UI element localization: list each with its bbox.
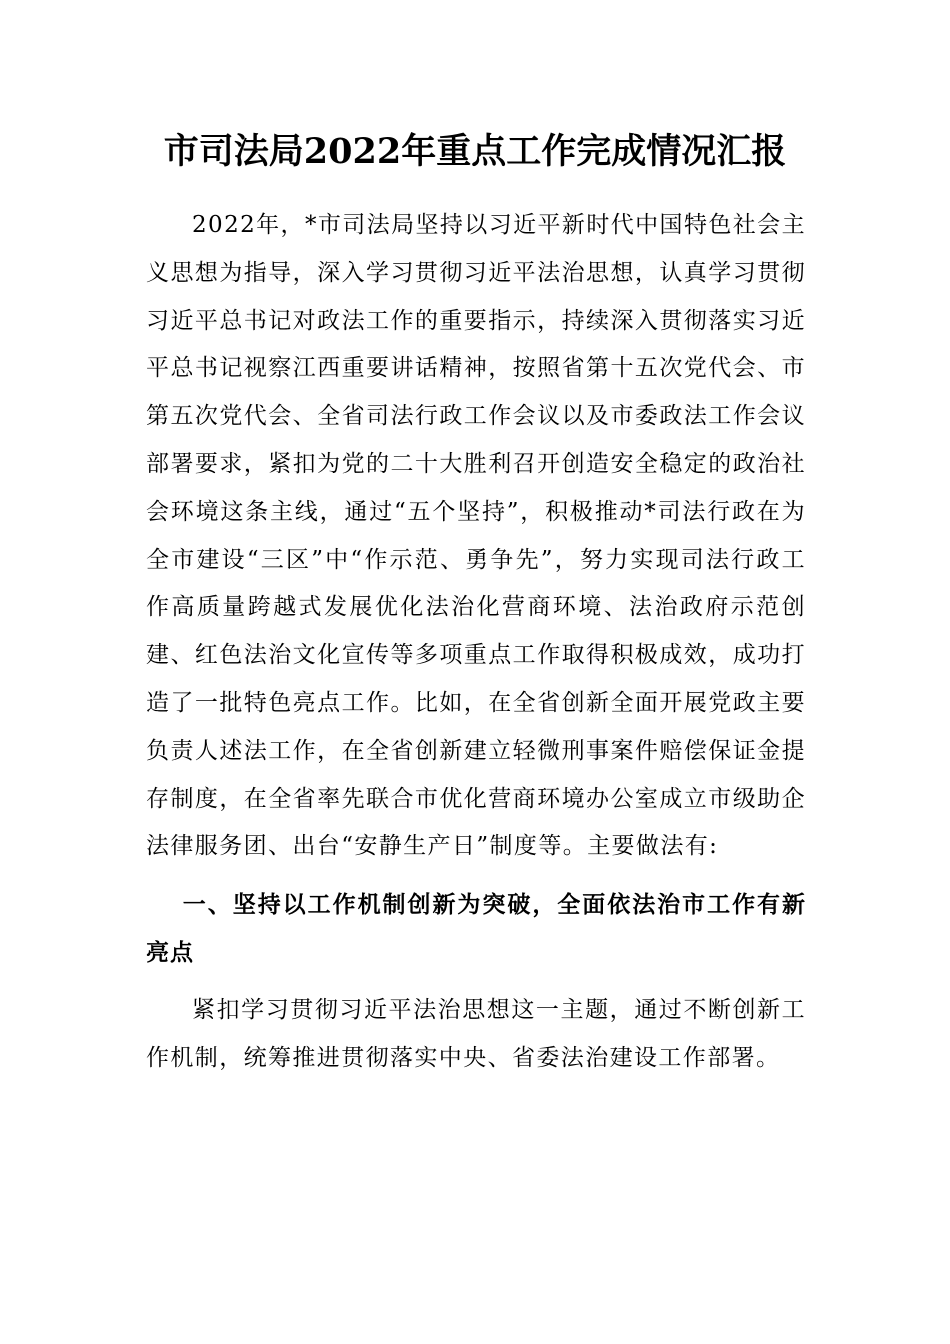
document-body: [146, 202, 806, 1083]
section-1-paragraph: 紧扣学习贯彻习近平法治思想这一主题，通过不断创新工作机制，统筹推进贯彻落实中央、省委法治建设工作部署。: [146, 997, 806, 1071]
section-heading-1: 一、坚持以工作机制创新为突破，全面依法治市工作有新亮点: [146, 892, 806, 967]
document-title: 市司法局2022年重点工作完成情况汇报: [163, 131, 787, 172]
intro-paragraph: 2022年，*市司法局坚持以习近平新时代中国特色社会主义思想为指导，深入学习贯彻习近平法治思想，认真学习贯彻习近平总书记对政法工作的重要指示，持续深入贯彻落实习近平总书记视察江西重要讲话精神，按照省第十五次党代会、市第五次党代会、全省司法行政工作会议以及市委政法工作会议部署要求，紧扣为党的二十大胜利召开创造安全稳定的政治社会环境这条主线，通过“五个坚持”，积极推动*司法行政在为全市建设“三区”中“作示范、勇争先”，努力实现司法行政工作高质量跨越式发展优化法治化营商环境、法治政府示范创建、红色法治文化宣传等多项重点工作取得积极成效，成功打造了一批特色亮点工作。比如，在全省创新全面开展党政主要负责人述法工作，在全省创新建立轻微刑事案件赔偿保证金提存制度，在全省率先联合市优化营商环境办公室成立市级助企法律服务团、出台“安静生产日”制度等。主要做法有:: [146, 212, 806, 860]
